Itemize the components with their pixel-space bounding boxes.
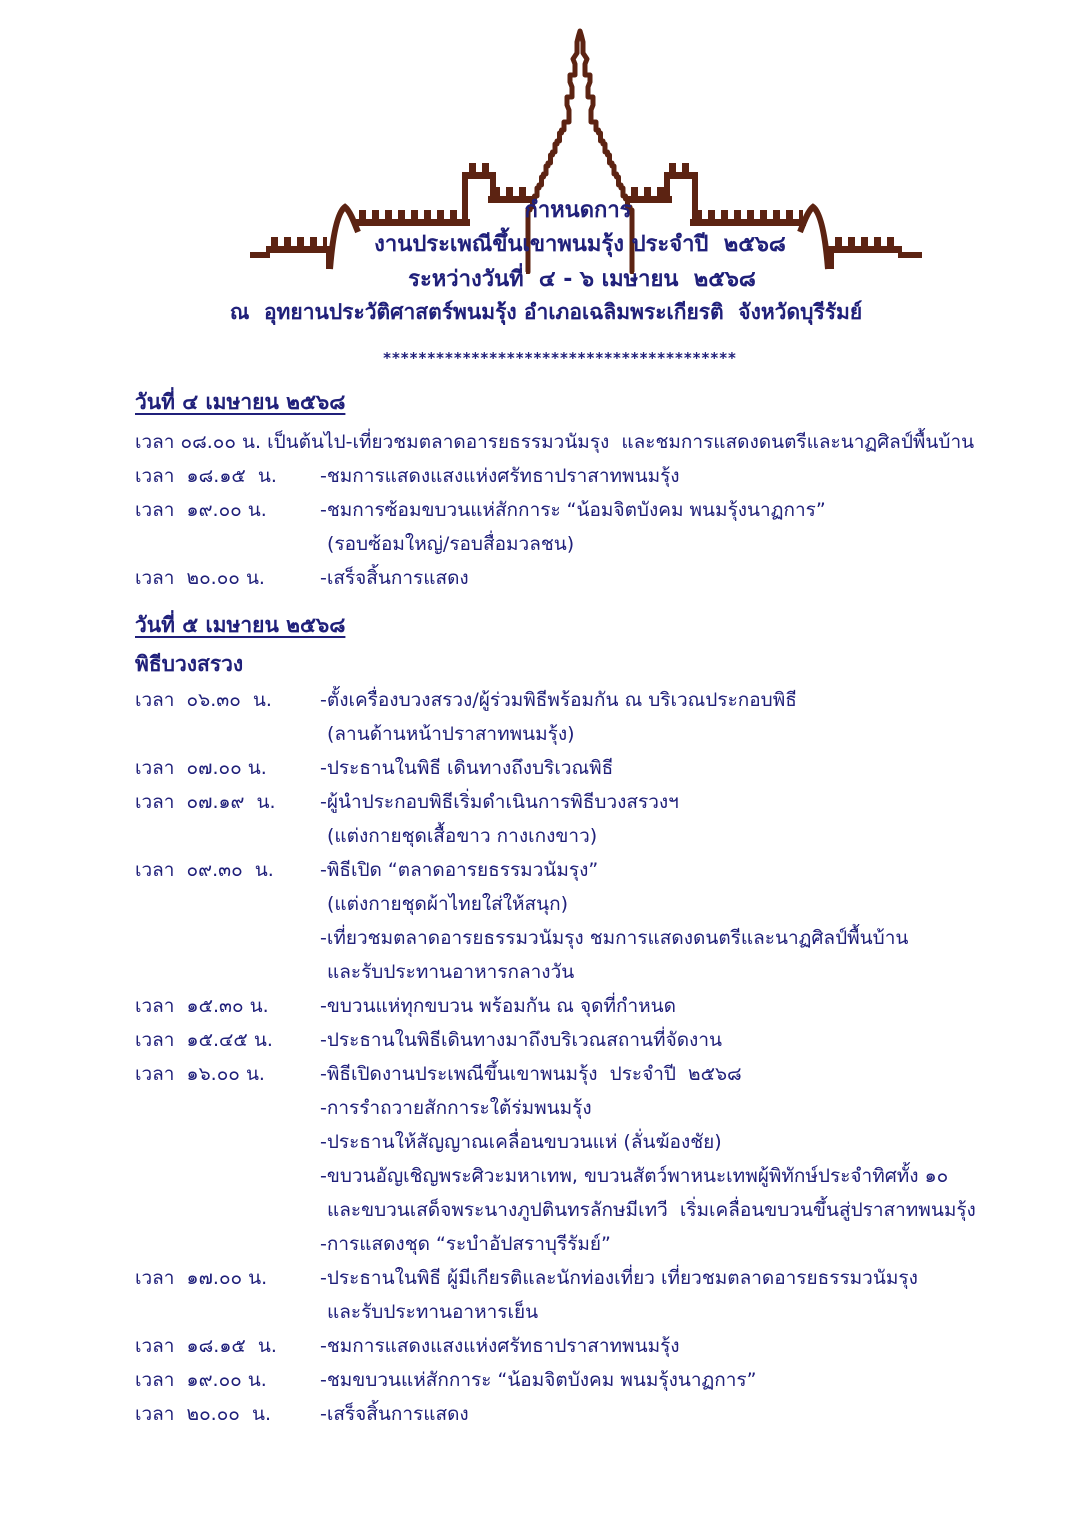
- date-heading: วันที่ ๕ เมษายน ๒๕๖๘: [135, 613, 346, 637]
- activity-text: -เสร็จสิ้นการแสดง: [320, 567, 469, 589]
- date-heading: วันที่ ๔ เมษายน ๒๕๖๘: [135, 390, 346, 414]
- time-label: เวลา ๑๗.๐๐ น.: [135, 1267, 268, 1289]
- activity-text: -เที่ยวชมตลาดอารยธรรมวนัมรุง และชมการแสดงดนตรีและนาฏศิลป์พื้นบ้าน: [345, 431, 975, 453]
- time-label: เวลา ๐๘.๐๐ น. เป็นต้นไป: [135, 431, 346, 453]
- activity-text: -ประธานในพิธี เดินทางถึงบริเวณพิธี: [320, 757, 614, 779]
- schedule-row: [135, 1329, 1021, 1363]
- activity-text: และขบวนเสด็จพระนางภูปตินทรลักษมีเทวี เริ่มเคลื่อนขบวนขึ้นสู่ปราสาทพนมรุ้ง: [327, 1199, 976, 1221]
- ceremony-subheading: พิธีบวงสรวง: [135, 652, 244, 676]
- activity-text: -ชมขบวนแห่สักการะ “น้อมจิตบังคม พนมรุ้งนาฏการ”: [320, 1369, 757, 1391]
- schedule-row: [135, 493, 1021, 561]
- activity-description: [320, 459, 1021, 493]
- activity-description: [320, 785, 1021, 853]
- activity-text: และรับประทานอาหารเย็น: [327, 1301, 539, 1323]
- activity-description: [320, 561, 1021, 595]
- schedule-row: [135, 459, 1021, 493]
- activity-text: (รอบซ้อมใหญ่/รอบสื่อมวลชน): [327, 533, 575, 555]
- activity-text: (แต่งกายชุดผ้าไทยใส่ให้สนุก): [327, 893, 569, 915]
- activity-text: -พิธีเปิดงานประเพณีขึ้นเขาพนมรุ้ง ประจำปี ๒๕๖๘: [320, 1063, 742, 1085]
- schedule-row: [135, 1023, 1021, 1057]
- event-name: งานประเพณีขึ้นเขาพนมรุ้ง ประจำปี ๒๕๖๘: [374, 232, 786, 257]
- activity-text: -ตั้งเครื่องบวงสรวง/ผู้ร่วมพิธีพร้อมกัน ณ บริเวณประกอบพิธี: [320, 689, 797, 711]
- time-label: เวลา ๒๐.๐๐ น.: [135, 567, 265, 589]
- schedule-row: [135, 785, 1021, 853]
- activity-description: [320, 1057, 1021, 1261]
- activity-description: [320, 989, 1021, 1023]
- activity-text: -ผู้นำประกอบพิธีเริ่มดำเนินการพิธีบวงสรวงฯ: [320, 791, 679, 813]
- activity-text: -ขบวนอัญเชิญพระศิวะมหาเทพ, ขบวนสัตว์พาหนะเทพผู้พิทักษ์ประจำทิศทั้ง ๑๐: [320, 1165, 949, 1187]
- activity-description: [135, 425, 974, 459]
- schedule-row: [135, 1261, 1021, 1329]
- activity-text: -ชมการแสดงแสงแห่งศรัทธาปราสาทพนมรุ้ง: [320, 465, 680, 487]
- activity-description: [320, 683, 1021, 751]
- asterisk-divider: ****************************************: [383, 349, 737, 367]
- activity-description: [320, 751, 1021, 785]
- activity-description: [320, 1261, 1021, 1329]
- time-label: เวลา ๒๐.๐๐ น.: [135, 1403, 272, 1425]
- activity-text: (แต่งกายชุดเสื้อขาว กางเกงขาว): [327, 825, 598, 847]
- schedule-row: [135, 683, 1021, 751]
- activity-text: -ประธานให้สัญญาณเคลื่อนขบวนแห่ (ลั่นฆ้องชัย): [320, 1131, 722, 1153]
- activity-text: -เสร็จสิ้นการแสดง: [320, 1403, 469, 1425]
- activity-description: [320, 1397, 1021, 1431]
- schedule-row: [135, 1057, 1021, 1261]
- time-label: เวลา ๑๖.๐๐ น.: [135, 1063, 265, 1085]
- time-label: เวลา ๑๘.๑๕ น.: [135, 1335, 277, 1357]
- time-label: เวลา ๑๙.๐๐ น.: [135, 1369, 267, 1391]
- activity-description: [320, 853, 1021, 989]
- activity-text: (ลานด้านหน้าปราสาทพนมรุ้ง): [327, 723, 575, 745]
- activity-description: [320, 1023, 1021, 1057]
- time-label: เวลา ๑๕.๓๐ น.: [135, 995, 269, 1017]
- activity-description: [320, 1329, 1021, 1363]
- activity-description: [320, 1363, 1021, 1397]
- activity-text: -ประธานในพิธี ผู้มีเกียรติและนักท่องเที่ยว เที่ยวชมตลาดอารยธรรมวนัมรุง: [320, 1267, 918, 1289]
- schedule: [0, 386, 1076, 1431]
- activity-text: -ประธานในพิธีเดินทางมาถึงบริเวณสถานที่จัดงาน: [320, 1029, 722, 1051]
- time-label: เวลา ๐๖.๓๐ น.: [135, 689, 272, 711]
- activity-text: -การแสดงชุด “ระบำอัปสราบุรีรัมย์”: [320, 1233, 611, 1255]
- schedule-row: [135, 561, 1021, 595]
- schedule-row: [135, 1397, 1021, 1431]
- activity-text: -ขบวนแห่ทุกขบวน พร้อมกัน ณ จุดที่กำหนด: [320, 995, 676, 1017]
- time-label: เวลา ๑๙.๐๐ น.: [135, 499, 267, 521]
- schedule-row: [135, 853, 1021, 989]
- event-location: ณ อุทยานประวัติศาสตร์พนมรุ้ง อำเภอเฉลิมพระเกียรติ จังหวัดบุรีรัมย์: [229, 300, 863, 324]
- time-label: เวลา ๐๙.๓๐ น.: [135, 859, 274, 881]
- time-label: เวลา ๐๗.๑๙ น.: [135, 791, 276, 813]
- activity-text: -ชมการแสดงแสงแห่งศรัทธาปราสาทพนมรุ้ง: [320, 1335, 680, 1357]
- page-title: กำหนดการ: [524, 198, 632, 223]
- document-header: [0, 0, 1076, 372]
- time-label: เวลา ๑๘.๑๕ น.: [135, 465, 277, 487]
- time-label: เวลา ๑๕.๔๕ น.: [135, 1029, 273, 1051]
- activity-text: -เที่ยวชมตลาดอารยธรรมวนัมรุง ชมการแสดงดนตรีและนาฏศิลป์พื้นบ้าน: [320, 927, 909, 949]
- time-label: เวลา ๐๗.๐๐ น.: [135, 757, 267, 779]
- schedule-row: [135, 425, 1021, 459]
- schedule-row: [135, 1363, 1021, 1397]
- schedule-row: [135, 751, 1021, 785]
- activity-text: และรับประทานอาหารกลางวัน: [327, 961, 575, 983]
- activity-text: -พิธีเปิด “ตลาดอารยธรรมวนัมรุง”: [320, 859, 599, 881]
- activity-text: -การรำถวายสักการะใต้ร่มพนมรุ้ง: [320, 1097, 592, 1119]
- event-dates: ระหว่างวันที่ ๔ - ๖ เมษายน ๒๕๖๘: [408, 267, 756, 292]
- activity-description: [320, 493, 1021, 561]
- schedule-row: [135, 989, 1021, 1023]
- activity-text: -ชมการซ้อมขบวนแห่สักการะ “น้อมจิตบังคม พนมรุ้งนาฏการ”: [320, 499, 826, 521]
